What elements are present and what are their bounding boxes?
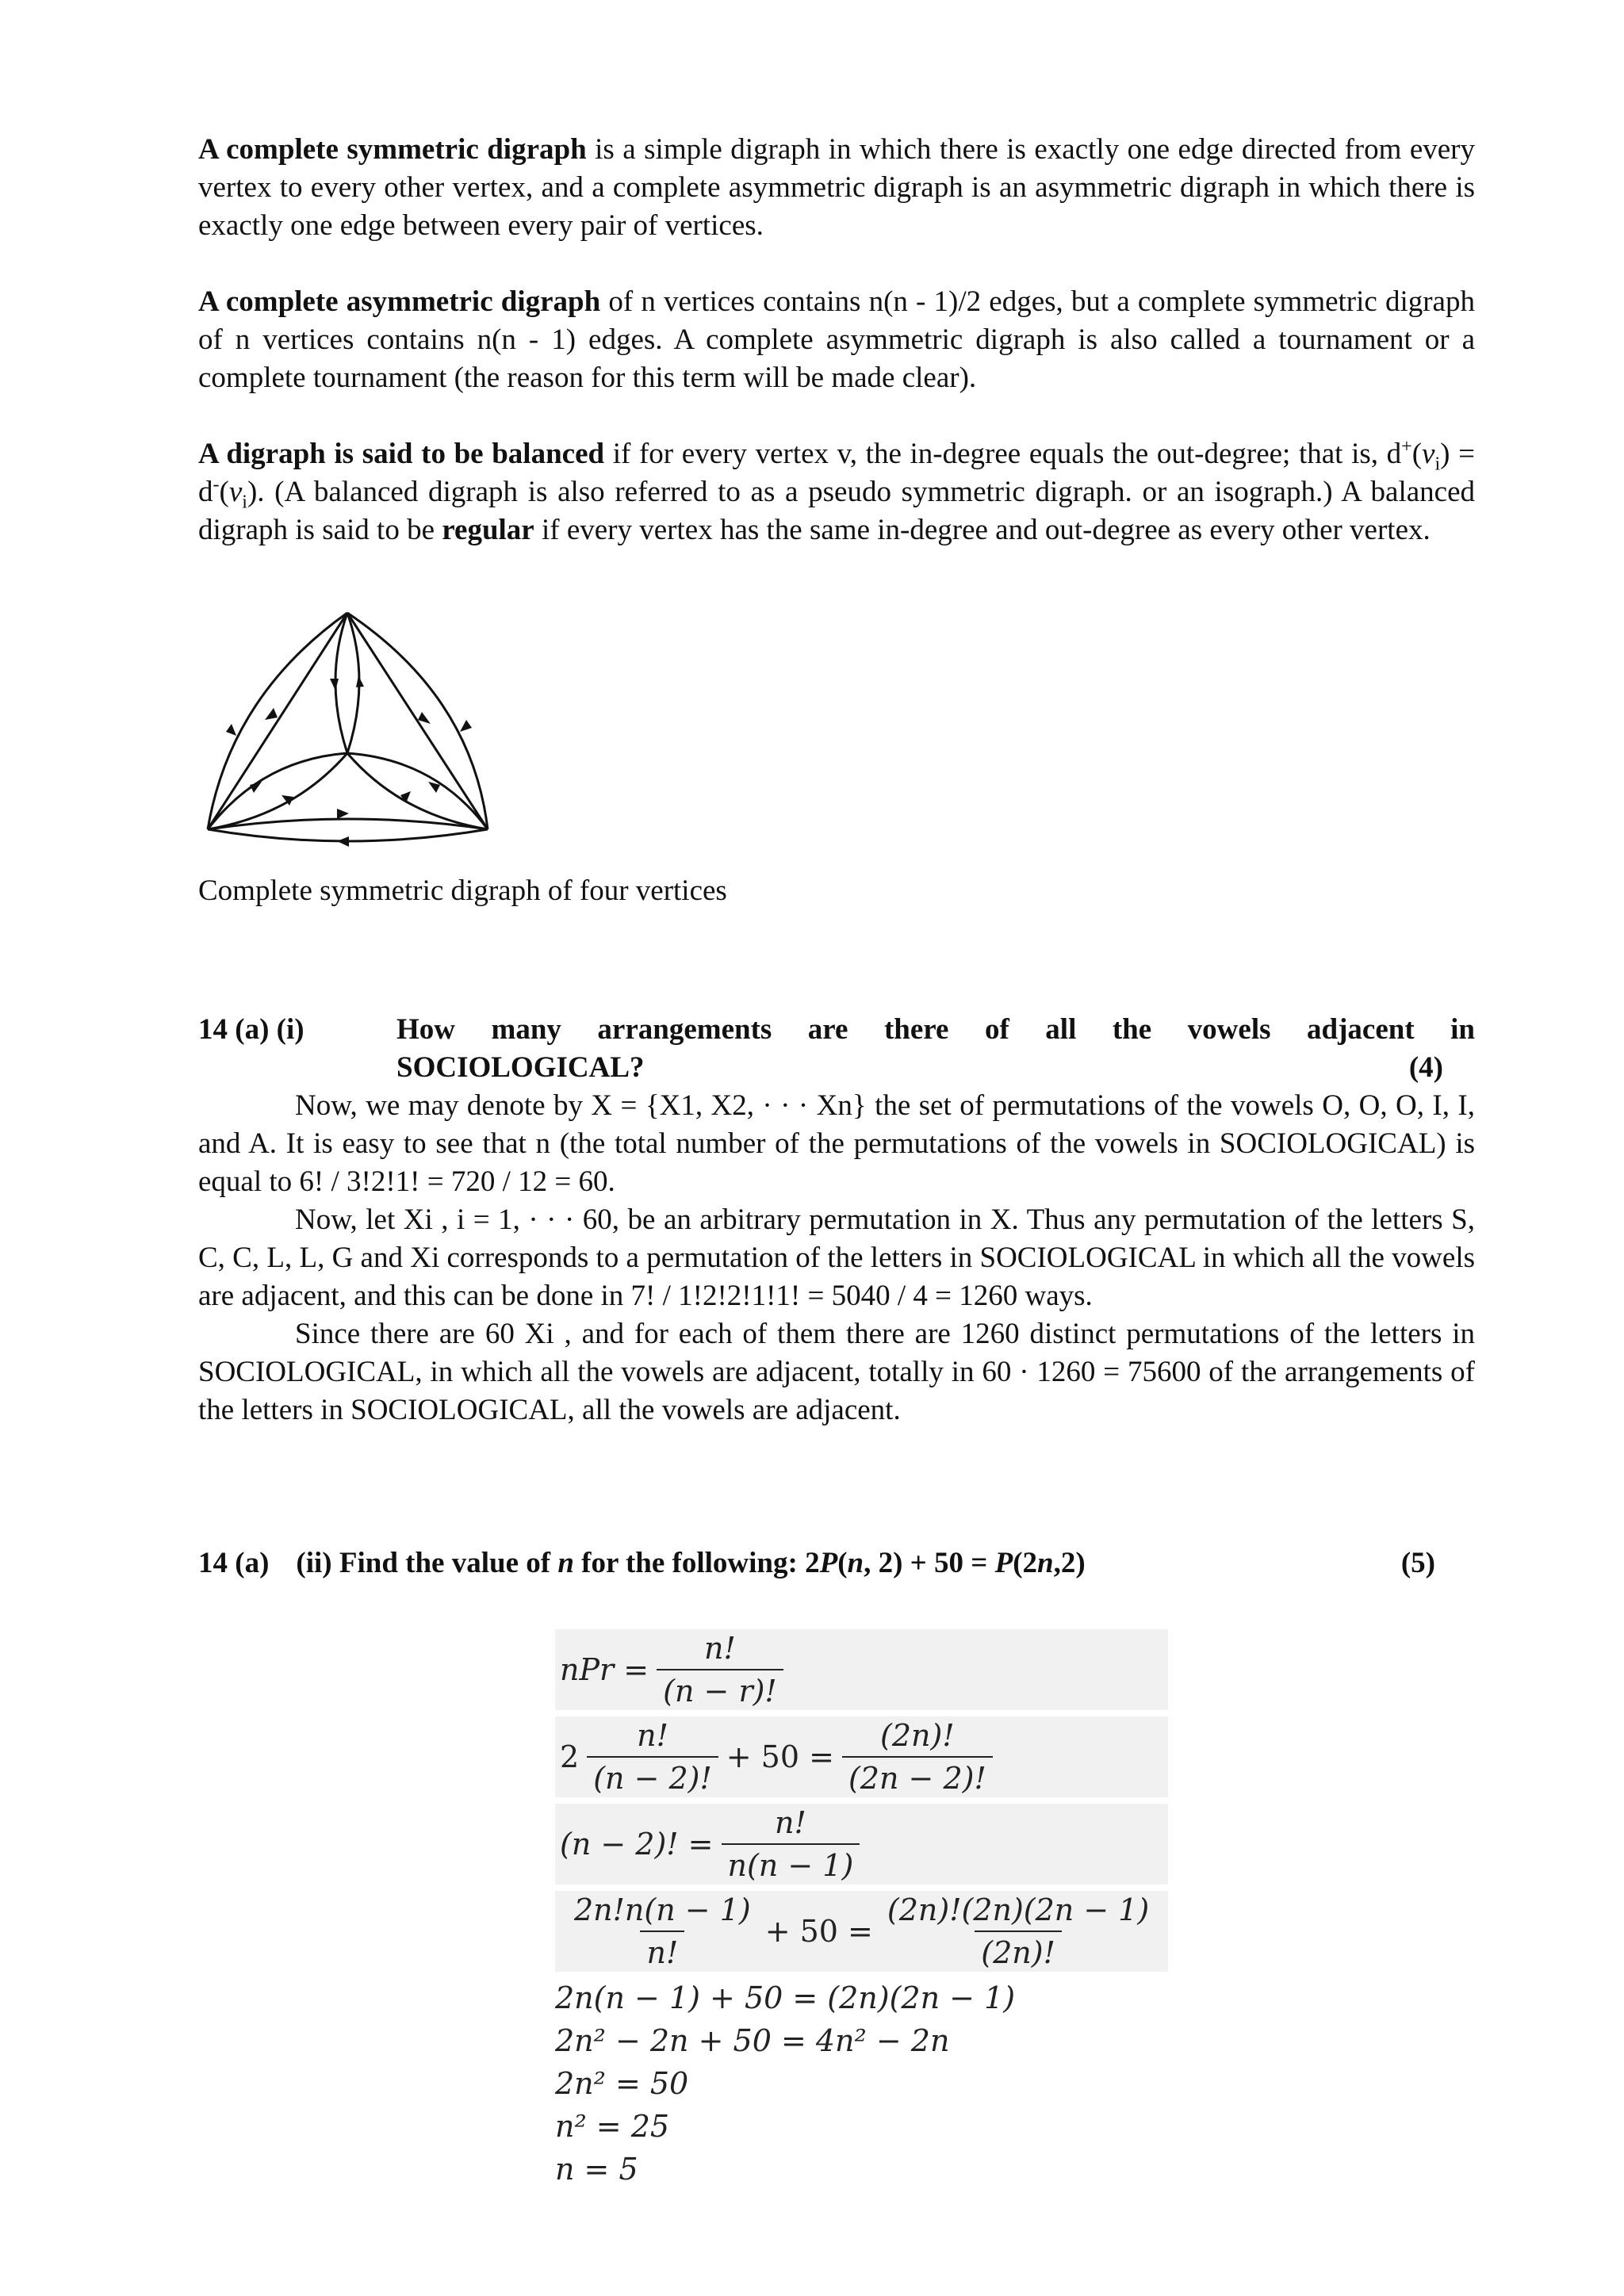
variable: v (1422, 438, 1435, 470)
fraction (842, 1718, 993, 1796)
intro-text (198, 131, 1475, 587)
term-complete-symmetric: A complete symmetric digraph (198, 133, 587, 166)
equation-row (555, 1629, 1168, 1710)
paragraph-text: is a simple digraph in which there is exactly one edge directed from every vertex to every other vertex, and a complete asymmetric digraph is an asymmetric digraph in which there is exactly one edge between every pair of vertices. (198, 133, 1475, 242)
question-text-part: ( (837, 1547, 848, 1579)
arrowhead (250, 782, 262, 793)
question-text-part: for the following: 2 (573, 1547, 820, 1579)
paragraph-text: if for every vertex v, the in-degree equals the out-degree; that is, d (604, 438, 1402, 470)
denominator: n(n − 1) (722, 1843, 860, 1883)
fraction (657, 1631, 783, 1709)
equation-lhs: (n − 2)! = (560, 1827, 714, 1862)
denominator: (2n − 2)! (842, 1756, 993, 1796)
answer-paragraph-1: Now, we may denote by X = {X1, X2, · · · Xn} the set of permutations of the vowels O, O, O, I, I, and A. It is easy to see that n (the total number of the permutations of the vowels in SOCIOLOGICAL) is equal to 6! / 3!2!1! = 720 / 12 = 60. (198, 1089, 1475, 1198)
question-marks: (4) (1408, 1051, 1443, 1084)
variable: n (557, 1547, 574, 1579)
numerator: n! (704, 1631, 736, 1666)
subscript: i (1434, 453, 1441, 475)
edge (208, 613, 347, 829)
question-14a-i (198, 1011, 1475, 1429)
numerator: (2n)!(2n)(2n − 1) (887, 1892, 1150, 1927)
variable: v (228, 476, 243, 508)
denominator: (n − 2)! (587, 1756, 718, 1796)
arrowhead (400, 791, 411, 803)
fraction (587, 1718, 718, 1796)
arrowhead (337, 809, 349, 819)
fraction (722, 1805, 860, 1883)
paragraph-complete-symmetric (198, 131, 1475, 245)
figure-caption: Complete symmetric digraph of four vertices (198, 874, 727, 907)
question-14a-ii (198, 1546, 1435, 1580)
superscript: + (1401, 436, 1412, 457)
denominator: (n − r)! (657, 1669, 783, 1709)
edge (208, 753, 347, 829)
denominator: n! (640, 1931, 684, 1970)
paragraph-text: ( (219, 476, 229, 508)
question-marks: (5) (1400, 1547, 1435, 1579)
term-complete-asymmetric: A complete asymmetric digraph (198, 285, 601, 318)
equation-line: 2n² − 2n + 50 = 4n² − 2n (555, 2023, 950, 2058)
variable: P (994, 1547, 1013, 1579)
answer-paragraph-2: Now, let Xi , i = 1, · · · 60, be an arbitrary permutation in X. Thus any permutation of the letters S, C, C, L, L, G and Xi corresponds to a permutation of the letters in SOCIOLOGICAL in which all the vowels are adjacent, and this can be done in 7! / 1!2!2!1!1! = 5040 / 4 = 1260 ways. (198, 1203, 1475, 1312)
arrowhead (418, 712, 431, 724)
digraph-figure (198, 601, 500, 882)
numerator: n! (637, 1718, 668, 1753)
arrowhead (226, 724, 236, 736)
edge (208, 753, 347, 829)
equation-operator: + 50 = (726, 1739, 834, 1774)
question-header (198, 1546, 1086, 1580)
fraction (881, 1892, 1155, 1970)
fraction (568, 1892, 757, 1970)
question-header-line2 (198, 1049, 1475, 1087)
question-text (296, 1546, 1085, 1580)
paragraph-text: ( (1411, 438, 1423, 470)
edge (347, 753, 488, 829)
arrowhead (337, 836, 349, 847)
question-number: 14 (a) (198, 1547, 270, 1579)
arrowhead (330, 679, 339, 691)
coefficient: 2 (560, 1739, 580, 1774)
equation-row (555, 1891, 1168, 1972)
equation-line: 2n² = 50 (555, 2066, 689, 2101)
equation-row (555, 1716, 1168, 1797)
paragraph-text: of n vertices contains n(n - 1)/2 edges, but a complete symmetric digraph of n vertices contains n(n - 1) edges. A complete asymmetric digraph is also called a tournament or a complete tournament (the reason for this term will be made clear). (198, 285, 1475, 394)
question-header (198, 1011, 1475, 1049)
question-number: 14 (a) (i) (198, 1013, 304, 1046)
edge (208, 819, 488, 829)
equation-line: n² = 25 (555, 2109, 670, 2144)
arrowhead (460, 720, 472, 732)
numerator: 2n!n(n − 1) (574, 1892, 751, 1927)
numerator: n! (775, 1805, 806, 1840)
question-text-line2 (396, 1049, 1475, 1087)
question-text-part: (ii) Find the value of (296, 1547, 558, 1579)
edge (347, 753, 488, 829)
variable: P (819, 1547, 838, 1579)
equation-lhs: nPr = (560, 1652, 649, 1687)
question-text-part: , 2) + 50 = (864, 1547, 995, 1579)
question-text-part: ,2) (1053, 1547, 1086, 1579)
solution-math (555, 1629, 1168, 2189)
superscript: - (213, 474, 220, 496)
arrowhead (265, 708, 278, 720)
denominator: (2n)! (975, 1931, 1062, 1970)
term-regular: regular (442, 514, 534, 546)
paragraph-text: ) = d (198, 438, 1475, 508)
paragraph-text: ). (A balanced digraph is also referred to as a pseudo symmetric digraph. or an isograph.) A balanced digraph is said to be (198, 476, 1475, 546)
paragraph-complete-asymmetric (198, 283, 1475, 397)
equation-operator: + 50 = (764, 1914, 873, 1949)
question-text: How many arrangements are there of all the vowels adjacent in (396, 1013, 1475, 1046)
term-balanced: A digraph is said to be balanced (198, 438, 605, 470)
paragraph-text: if every vertex has the same in-degree and out-degree as every other vertex. (534, 514, 1431, 546)
variable: n (1037, 1547, 1054, 1579)
question-text: SOCIOLOGICAL? (396, 1051, 645, 1084)
equation-row (555, 1804, 1168, 1885)
numerator: (2n)! (880, 1718, 955, 1753)
answer-paragraph-3: Since there are 60 Xi , and for each of them there are 1260 distinct permutations of the letters in SOCIOLOGICAL, in which all the vowels are adjacent, totally in 60 · 1260 = 75600 of the arrangements of the letters in SOCIOLOGICAL, all the vowels are adjacent. (198, 1318, 1475, 1426)
question-number-spacer (198, 1049, 396, 1087)
variable: n (847, 1547, 864, 1579)
equation-line: 2n(n − 1) + 50 = (2n)(2n − 1) (555, 1980, 1016, 2015)
subscript: i (242, 492, 247, 513)
paragraph-balanced (198, 435, 1475, 549)
equation-line: n = 5 (555, 2152, 638, 2187)
question-text-part: (2 (1013, 1547, 1038, 1579)
